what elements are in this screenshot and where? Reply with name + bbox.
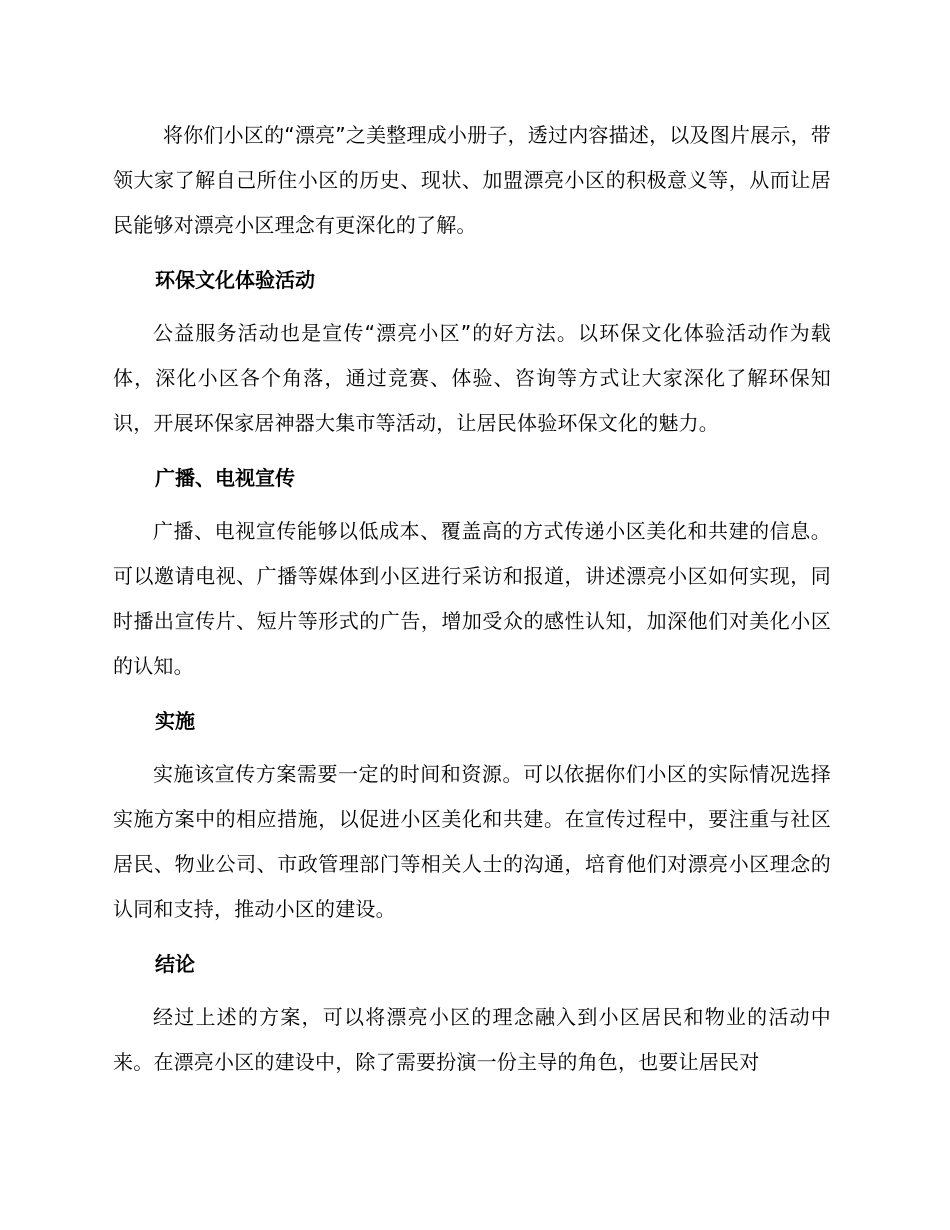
section-paragraph-eco-culture: 公益服务活动也是宣传“漂亮小区”的好方法。以环保文化体验活动作为载体，深化小区各个角落，通过竞赛、体验、咨询等方式让大家深化了解环保知识，开展环保家居神器大集市等活动，让居民体验环保文化的魅力。 — [113, 321, 831, 435]
intro-paragraph: 将你们小区的“漂亮”之美整理成小册子，透过内容描述，以及图片展示，带领大家了解自己所住小区的历史、现状、加盟漂亮小区的积极意义等，从而让居民能够对漂亮小区理念有更深化的了解。 — [113, 123, 831, 237]
section-paragraph-implementation: 实施该宣传方案需要一定的时间和资源。可以依据你们小区的实际情况选择实施方案中的相应措施，以促进小区美化和共建。在宣传过程中，要注重与社区居民、物业公司、市政管理部门等相关人士的沟通，培育他们对漂亮小区理念的认同和支持，推动小区的建设。 — [113, 762, 831, 921]
section-heading-eco-culture: 环保文化体验活动 — [155, 268, 315, 292]
document-page — [113, 113, 831, 1085]
section-heading-implementation: 实施 — [155, 709, 195, 733]
section-paragraph-broadcast-tv: 广播、电视宣传能够以低成本、覆盖高的方式传递小区美化和共建的信息。可以邀请电视、广播等媒体到小区进行采访和报道，讲述漂亮小区如何实现，同时播出宣传片、短片等形式的广告，增加受众的感性认知，加深他们对美化小区的认知。 — [113, 519, 831, 678]
section-heading-broadcast-tv: 广播、电视宣传 — [155, 466, 295, 490]
section-heading-conclusion: 结论 — [155, 952, 195, 976]
section-paragraph-conclusion: 经过上述的方案，可以将漂亮小区的理念融入到小区居民和物业的活动中来。在漂亮小区的建设中，除了需要扮演一份主导的角色，也要让居民对 — [113, 1005, 831, 1074]
